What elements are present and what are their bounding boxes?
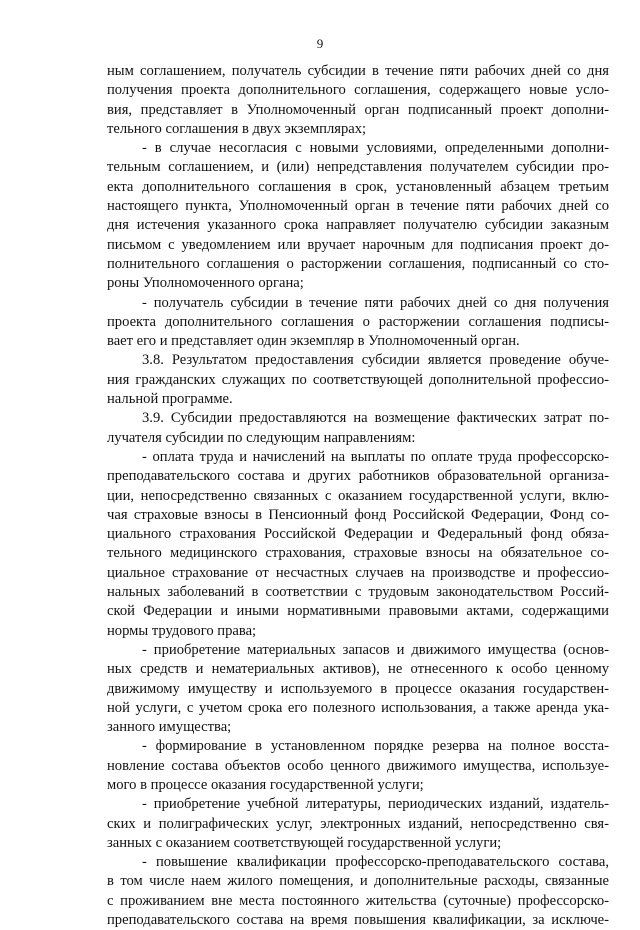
text-line: ции, непосредственно связанных с оказанием государственной услуги, вклю- [107,487,609,504]
text-line: тельным соглашением, и (или) непредставления получателем субсидии про- [107,159,609,176]
text-line: нальной программе. [107,391,233,408]
text-line: 3.8. Результатом предоставления субсидии является проведение обуче- [142,352,609,369]
text-line: 3.9. Субсидии предоставляются на возмещение фактических затрат по- [142,410,609,427]
text-line: нальных заболеваний в соответствии с трудовым законодательством Россий- [107,584,609,601]
text-line: занных с оказанием соответствующей государственной услуги; [107,834,502,851]
text-line: нормы трудового права; [107,622,257,639]
text-line: - повышение квалификации профессорско-преподавательского состава, [142,854,609,871]
text-line: дня истечения указанного срока направляет получателю субсидии заказным [107,217,609,234]
text-line: - приобретение учебной литературы, периодических изданий, издатель- [142,796,609,813]
text-line: - получатель субсидии в течение пяти рабочих дней со дня получения [142,294,609,311]
text-line: - оплата труда и начислений на выплаты по оплате труда профессорско- [142,448,609,465]
text-line: роны Уполномоченного органа; [107,275,304,292]
text-line: полнительного соглашения о расторжении соглашения, подписанный со сто- [107,255,609,272]
text-line: занного имущества; [107,719,232,736]
text-line: письмом с уведомлением или вручает нарочным для подписания проект до- [107,236,609,253]
text-line: чая страховые взносы в Пенсионный фонд Российской Федерации, Фонд со- [107,506,609,523]
text-line: тельного медицинского страхования, страховые взносы на обязательное со- [107,545,609,562]
text-line: ным соглашением, получатель субсидии в течение пяти рабочих дней со дня [107,63,609,79]
text-line: получения проекта дополнительного соглашения, содержащего новые усло- [107,82,609,99]
text-line: вия, представляет в Уполномоченный орган подписанный проект дополни- [107,101,609,118]
text-line: - формирование в установленном порядке резерва на полное восста- [142,738,609,755]
text-line: ной услуги, с учетом срока его полезного использования, а также аренда ука- [107,699,609,716]
text-line: движимому имуществу и используемого в процессе оказания государствен- [107,680,609,697]
text-line: - приобретение материальных запасов и движимого имущества (основ- [142,641,609,658]
text-line: ния гражданских служащих по соответствующей дополнительной профессио- [107,371,609,388]
text-line: - в случае несогласия с новыми условиями, определенными дополни- [142,140,609,157]
text-line: екта дополнительного соглашения в срок, установленный абзацем третьим [107,178,609,195]
text-line: циального страхования Российской Федерации и Федеральный фонд обяза- [107,526,609,543]
text-line: мого в процессе оказания государственной услуги; [107,776,424,793]
text-line: ской Федерации и иными нормативными правовыми актами, содержащими [107,603,609,620]
text-line: проекта дополнительного соглашения о расторжении соглашения подписы- [107,313,609,330]
text-line: вает его и представляет один экземпляр в Уполномоченный орган. [107,333,520,350]
page-number: 9 [316,36,324,51]
text-line: настоящего пункта, Уполномоченный орган в течение пяти рабочих дней со [107,198,609,215]
document-body [107,62,609,930]
text-line: ных средств и нематериальных активов), не отнесенного к особо ценному [107,661,609,678]
text-line: преподавательского состава и других работников образовательной организа- [107,468,609,485]
text-line: ских и полиграфических услуг, электронных изданий, непосредственно свя- [107,815,609,832]
text-line: тельного соглашения в двух экземплярах; [107,120,367,137]
text-line: преподавательского состава на время повышения квалификации, за исключе- [107,912,609,929]
text-line: циальное страхование от несчастных случаев на производстве и профессио- [107,564,609,581]
text-line: с проживанием вне места постоянного жительства (суточные) профессорско- [107,892,609,909]
text-line: в том числе наем жилого помещения, и дополнительные расходы, связанные [107,873,609,890]
text-line: лучателя субсидии по следующим направлениям: [107,429,416,446]
text-line: новление состава объектов особо ценного движимого имущества, используе- [107,757,609,774]
